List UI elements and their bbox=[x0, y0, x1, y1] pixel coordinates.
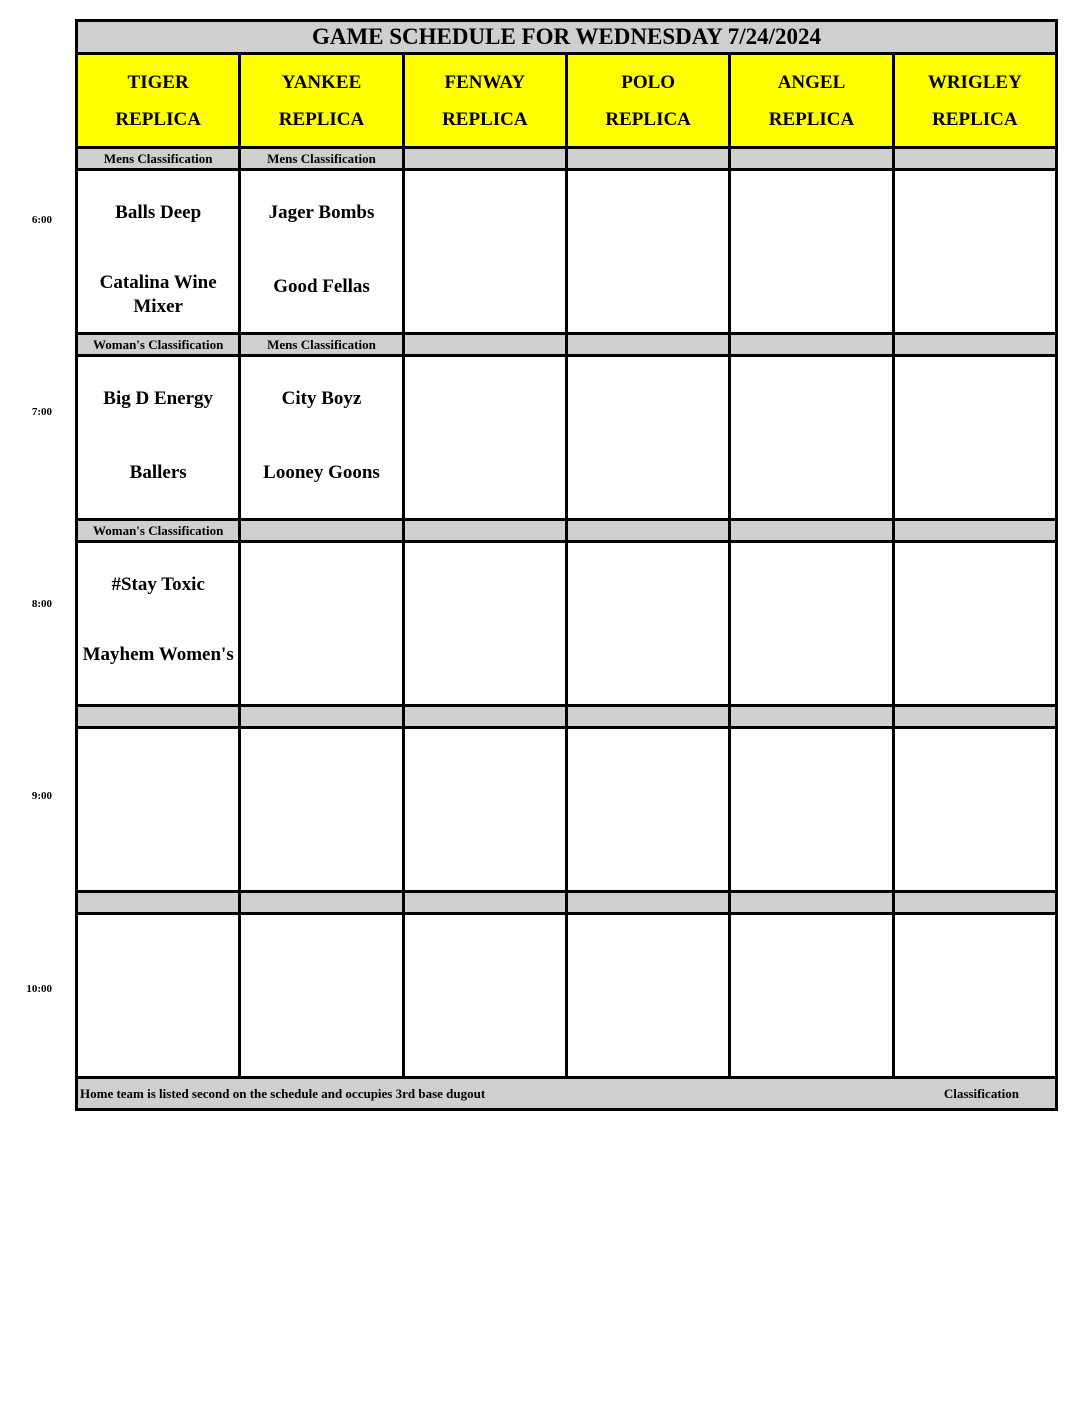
field-header-row bbox=[77, 54, 1057, 148]
title-row bbox=[77, 21, 1057, 54]
game-cell bbox=[730, 542, 893, 706]
field-sub: REPLICA bbox=[605, 108, 691, 130]
classification-label bbox=[77, 892, 240, 914]
game-cell bbox=[893, 728, 1056, 892]
away-team: Balls Deep bbox=[115, 202, 202, 223]
time-label-10: 10:00 bbox=[26, 983, 52, 995]
field-name: FENWAY bbox=[444, 71, 526, 93]
classification-label: Woman's Classification bbox=[77, 520, 240, 542]
field-sub: REPLICA bbox=[768, 108, 855, 130]
footer-note: Home team is listed second on the schedule and occupies 3rd base dugout bbox=[80, 1085, 486, 1101]
field-header-wrigley bbox=[893, 54, 1056, 148]
game-slot-row bbox=[77, 728, 1057, 892]
field-name: TIGER bbox=[127, 71, 189, 93]
classification-label bbox=[240, 520, 403, 542]
game-cell bbox=[566, 914, 729, 1078]
classification-row bbox=[77, 334, 1057, 356]
game-cell bbox=[566, 542, 729, 706]
home-team: Ballers bbox=[129, 462, 187, 483]
classification-label bbox=[730, 334, 893, 356]
classification-label: Mens Classification bbox=[240, 334, 403, 356]
field-header-tiger bbox=[77, 54, 240, 148]
time-label-8: 8:00 bbox=[31, 598, 52, 610]
classification-label bbox=[730, 148, 893, 170]
classification-label bbox=[240, 706, 403, 728]
classification-label bbox=[403, 892, 566, 914]
game-cell bbox=[240, 356, 403, 520]
classification-label bbox=[893, 892, 1056, 914]
classification-label bbox=[566, 892, 729, 914]
classification-label: Mens Classification bbox=[240, 148, 403, 170]
classification-label bbox=[566, 706, 729, 728]
away-team: Jager Bombs bbox=[268, 202, 375, 223]
field-name: POLO bbox=[621, 71, 676, 93]
time-label-6: 6:00 bbox=[31, 214, 52, 226]
home-team: Catalina Wine Mixer bbox=[99, 272, 217, 317]
game-cell bbox=[77, 542, 240, 706]
classification-label bbox=[77, 706, 240, 728]
home-team: Mayhem Women's bbox=[82, 644, 234, 665]
footer-cell bbox=[77, 1078, 1057, 1110]
game-slot-row bbox=[77, 914, 1057, 1078]
field-header-yankee bbox=[240, 54, 403, 148]
game-cell bbox=[77, 728, 240, 892]
field-name: YANKEE bbox=[281, 71, 362, 93]
classification-row bbox=[77, 148, 1057, 170]
field-header-angel bbox=[730, 54, 893, 148]
game-cell bbox=[240, 728, 403, 892]
game-cell bbox=[893, 542, 1056, 706]
classification-label bbox=[566, 334, 729, 356]
game-cell bbox=[566, 728, 729, 892]
field-name: ANGEL bbox=[777, 71, 846, 93]
away-team: #Stay Toxic bbox=[111, 574, 205, 595]
game-cell bbox=[403, 356, 566, 520]
footer-classification: Classification bbox=[943, 1085, 1019, 1101]
classification-row bbox=[77, 892, 1057, 914]
classification-label bbox=[403, 706, 566, 728]
classification-label bbox=[893, 520, 1056, 542]
game-cell bbox=[730, 914, 893, 1078]
game-cell bbox=[403, 914, 566, 1078]
field-name: WRIGLEY bbox=[927, 71, 1022, 93]
game-cell bbox=[893, 914, 1056, 1078]
game-cell bbox=[730, 170, 893, 334]
game-cell bbox=[77, 356, 240, 520]
game-cell bbox=[403, 542, 566, 706]
classification-label bbox=[893, 148, 1056, 170]
classification-label bbox=[730, 706, 893, 728]
time-label-9: 9:00 bbox=[31, 790, 52, 802]
game-cell bbox=[893, 356, 1056, 520]
time-label-7: 7:00 bbox=[31, 406, 52, 418]
footer-row bbox=[77, 1078, 1057, 1110]
field-sub: REPLICA bbox=[115, 108, 201, 130]
classification-label bbox=[566, 148, 729, 170]
game-cell bbox=[77, 170, 240, 334]
classification-row bbox=[77, 706, 1057, 728]
schedule-title: GAME SCHEDULE FOR WEDNESDAY 7/24/2024 bbox=[77, 21, 1057, 54]
classification-label: Woman's Classification bbox=[77, 334, 240, 356]
game-slot-row bbox=[77, 542, 1057, 706]
field-sub: REPLICA bbox=[932, 108, 1018, 130]
game-cell bbox=[566, 170, 729, 334]
classification-label bbox=[893, 334, 1056, 356]
game-cell bbox=[730, 356, 893, 520]
classification-row bbox=[77, 520, 1057, 542]
game-cell bbox=[730, 728, 893, 892]
classification-label bbox=[730, 892, 893, 914]
away-team: City Boyz bbox=[281, 388, 362, 409]
classification-label bbox=[403, 148, 566, 170]
home-team: Looney Goons bbox=[263, 462, 380, 483]
game-cell bbox=[77, 914, 240, 1078]
game-cell bbox=[893, 170, 1056, 334]
game-slot-row bbox=[77, 170, 1057, 334]
field-header-fenway bbox=[403, 54, 566, 148]
home-team: Good Fellas bbox=[273, 276, 370, 297]
game-cell bbox=[240, 542, 403, 706]
game-cell bbox=[403, 728, 566, 892]
away-team: Big D Energy bbox=[103, 388, 214, 409]
classification-label bbox=[403, 520, 566, 542]
game-cell bbox=[403, 170, 566, 334]
classification-label bbox=[893, 706, 1056, 728]
classification-label: Mens Classification bbox=[77, 148, 240, 170]
game-cell bbox=[240, 170, 403, 334]
schedule-table bbox=[75, 19, 1058, 1111]
classification-label bbox=[566, 520, 729, 542]
classification-label bbox=[730, 520, 893, 542]
game-cell bbox=[566, 356, 729, 520]
field-header-polo bbox=[566, 54, 729, 148]
game-slot-row bbox=[77, 356, 1057, 520]
game-cell bbox=[240, 914, 403, 1078]
field-sub: REPLICA bbox=[442, 108, 528, 130]
classification-label bbox=[403, 334, 566, 356]
classification-label bbox=[240, 892, 403, 914]
field-sub: REPLICA bbox=[278, 108, 365, 130]
